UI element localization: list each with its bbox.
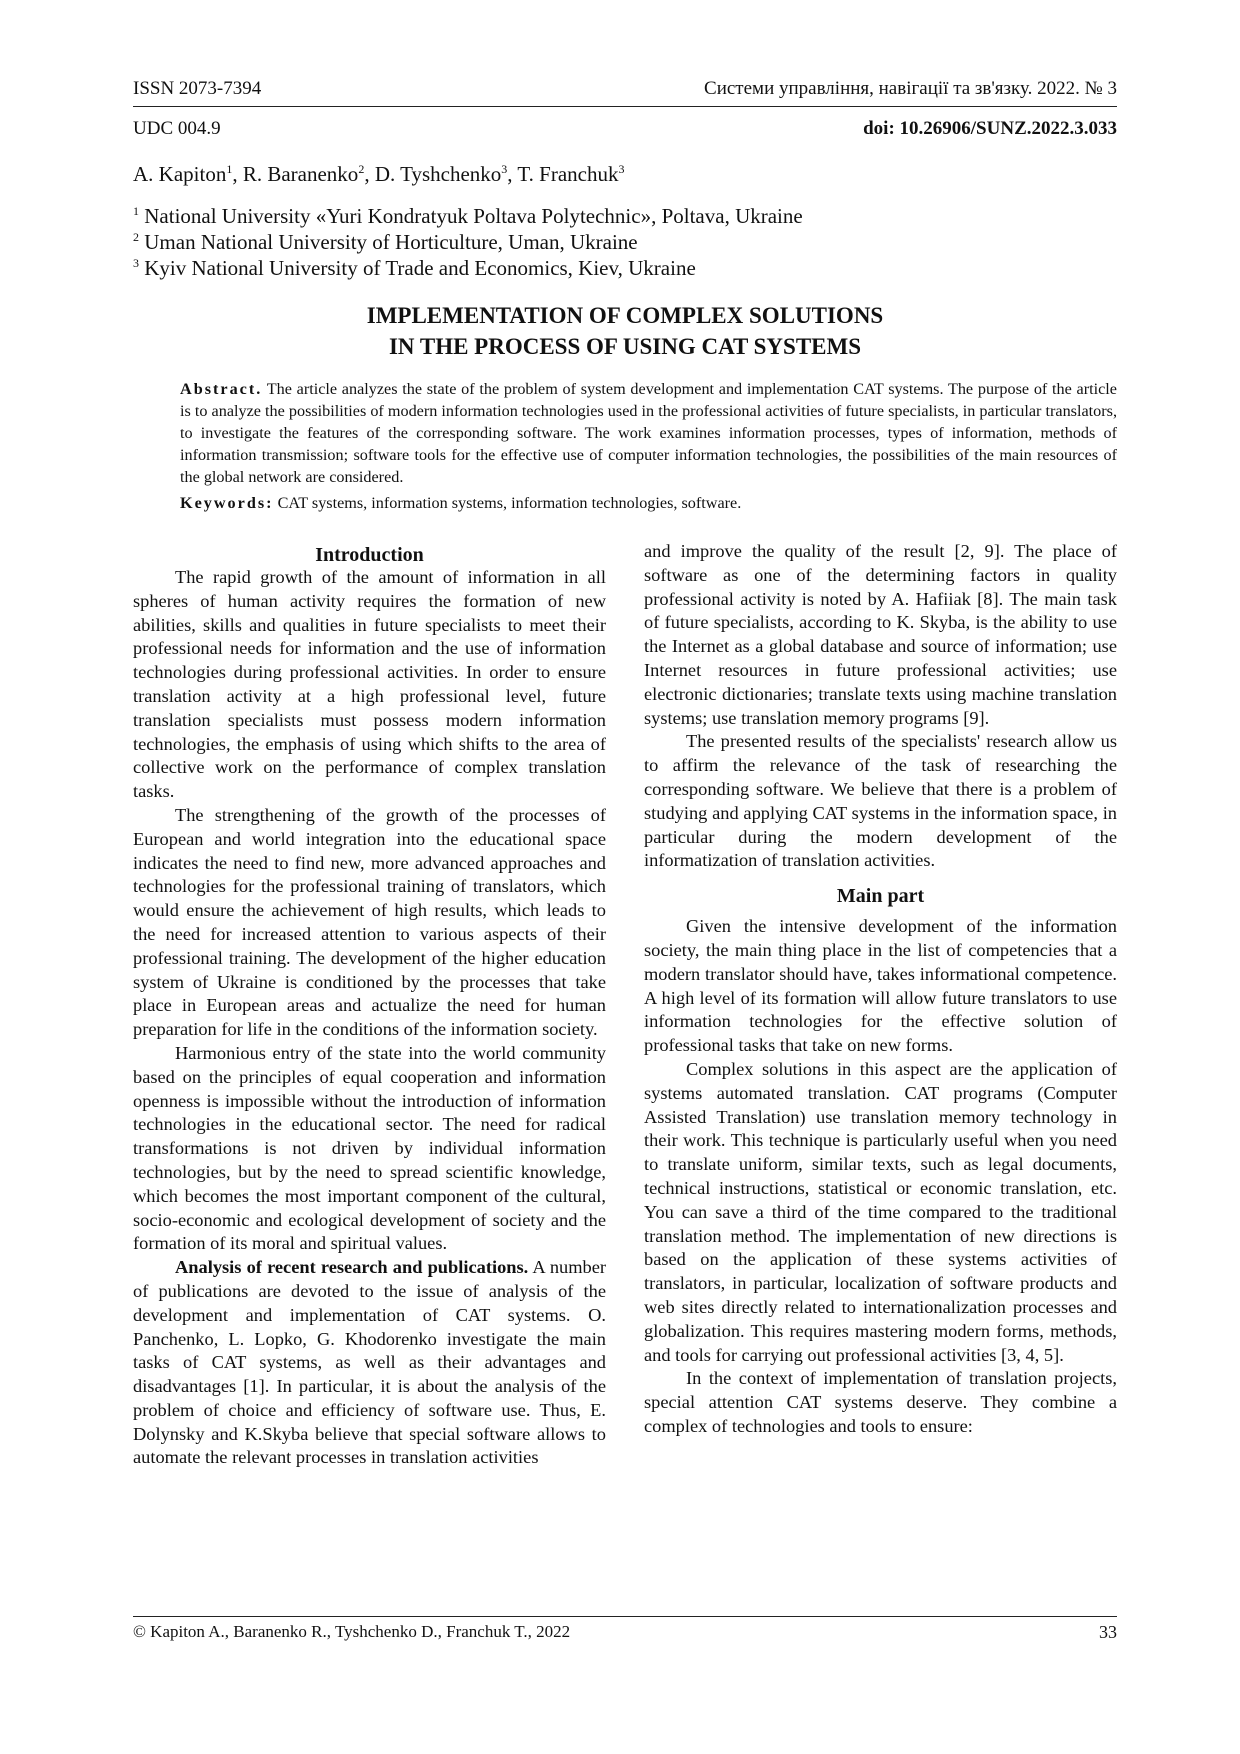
abstract-label: Abstract.	[180, 380, 263, 398]
author-aff: 3	[618, 162, 625, 176]
paragraph: Complex solutions in this aspect are the application of systems automated translation. CAT programs (Computer Assisted Translation) use translation memory technology in their work. This technique is particularly useful when you need to translate uniform, similar texts, such as legal documents, technical instructions, statistical or economic translation, etc. You can save a third of the time compared to the traditional translation method. The implementation of new directions is based on the application of these systems activities of translators, in particular, localization of software products and web sites directly related to internationalization processes and globalization. This requires mastering modern forms, methods, and tools for carrying out professional activities [3, 4, 5].	[644, 1058, 1117, 1365]
affiliation: $^1$ National University «Yuri Kondratyuk Poltava Polytechnic», Poltava, Ukraine	[133, 204, 803, 228]
footer-rule	[133, 1616, 1117, 1617]
issn: ISSN 2073-7394	[133, 78, 262, 99]
paragraph: The presented results of the specialists' research allow us to affirm the relevance of the task of researching the corresponding software. We believe that there is a problem of studying and applying CAT systems in the information space, in particular during the modern development of the informatization of translation activities.	[644, 731, 1117, 871]
author-aff: 2	[358, 162, 365, 176]
doi: doi: 10.26906/SUNZ.2022.3.033	[863, 118, 1117, 139]
affiliation-num: 3	[133, 256, 139, 270]
running-header	[133, 78, 1117, 107]
affiliation: $^3$ Kyiv National University of Trade and Economics, Kiev, Ukraine	[133, 256, 696, 280]
article-page	[133, 0, 1117, 1754]
right-column	[644, 540, 1117, 1439]
paragraph: The strengthening of the growth of the processes of European and world integration into the educational space indicates the need to find new, more advanced approaches and technologies for the professional training of translators, which would ensure the achievement of high results, which leads to the need for increased attention to various aspects of their professional training. The development of the higher education system of Ukraine is conditioned by the processes that take place in European areas and actualize the need for human preparation for life in the conditions of the information society.	[133, 804, 606, 1040]
paragraph: In the context of implementation of translation projects, special attention CAT systems deserve. They combine a complex of technologies and tools to ensure:	[644, 1368, 1117, 1436]
journal-title: Системи управління, навігації та зв'язку. 2022. № 3	[704, 78, 1117, 99]
paragraph: Analysis of recent research and publications. A number of publications are devoted to the issue of analysis of the development and implementation of CAT systems. O. Panchenko, L. Lopko, G. Khodorenko investigate the main tasks of CAT systems, as well as their advantages and disadvantages [1]. In particular, it is about the analysis of the problem of choice and efficiency of software use. Thus, E. Dolynsky and K.Skyba believe that special software allows to automate the relevant processes in translation activities	[133, 1257, 607, 1468]
subsection-lead: Analysis of recent research and publications.	[175, 1257, 529, 1278]
section-heading-introduction: Introduction	[315, 544, 424, 566]
keywords-text: CAT systems, information systems, information technologies, software.	[277, 494, 742, 512]
section-heading-main-part: Main part	[836, 885, 925, 908]
affiliation-num: 2	[133, 230, 139, 244]
abstract-text: The article analyzes the state of the problem of system development and implementation CAT systems. The purpose of the article is to analyze the possibilities of modern information technologies used in the professional activities of future specialists, in particular translators, to investigate the features of the corresponding software. The work examines information processes, types of information, methods of information transmission; software tools for the effective use of computer information technologies, the possibilities of the main resources of the global network are considered.	[180, 380, 1117, 486]
keywords-label: Keywords:	[180, 494, 274, 512]
affiliation: $^2$ Uman National University of Horticulture, Uman, Ukraine	[133, 230, 638, 254]
affiliation-list	[133, 203, 803, 281]
author: T. Franchuk	[517, 162, 619, 186]
author: A. Kapiton	[133, 162, 227, 186]
paragraph: and improve the quality of the result [2, 9]. The place of software as one of the determining factors in quality professional activity is noted by A. Hafiiak [8]. The main task of future specialists, according to K. Skyba, is the ability to use the Internet as a global database and source of information; use Internet resources in future professional activities; use electronic dictionaries; translate texts using machine translation systems; use translation memory programs [9].	[644, 541, 1117, 728]
author-list: A. Kapiton$^1$, R. Baranenko$^2$, D. Tyshchenko$^3$, T. Franchuk$^3$	[133, 162, 625, 186]
copyright: © Kapiton A., Baranenko R., Tyshchenko D., Franchuk T., 2022	[133, 1622, 571, 1641]
author: D. Tyshchenko	[374, 162, 502, 186]
paragraph: The rapid growth of the amount of information in all spheres of human activity requires the formation of new abilities, skills and qualities in future specialists to meet their professional needs for information and the use of information technologies during professional activities. In order to ensure translation activity at a high professional level, future translation specialists must possess modern information technologies, the emphasis of using which shifts to the area of collective work on the performance of complex translation tasks.	[133, 567, 606, 802]
page-number: 33	[1099, 1622, 1117, 1642]
abstract	[180, 378, 1117, 514]
paragraph: Given the intensive development of the information society, the main thing place in the list of competencies that a modern translator should have, takes informational competence. A high level of its formation will allow future translators to use information technologies for the effective solution of professional tasks that take on new forms.	[644, 916, 1117, 1056]
author-aff: 1	[226, 162, 233, 176]
article-title: IMPLEMENTATION OF COMPLEX SOLUTIONS IN THE PROCESS OF USING CAT SYSTEMS	[366, 303, 884, 359]
paragraph: Harmonious entry of the state into the world community based on the principles of equal cooperation and information openness is impossible without the introduction of information technologies in the educational sector. The need for radical transformations is not driven by individual information technologies, but by the need to spread scientific knowledge, which becomes the most important component of the cultural, socio-economic and ecological development of society and the formation of its moral and spiritual values.	[133, 1042, 606, 1254]
left-column	[133, 540, 606, 1470]
author-aff: 3	[501, 162, 508, 176]
udc: UDC 004.9	[133, 118, 221, 139]
affiliation-num: 1	[133, 204, 139, 218]
author: R. Baranenko	[242, 162, 359, 186]
